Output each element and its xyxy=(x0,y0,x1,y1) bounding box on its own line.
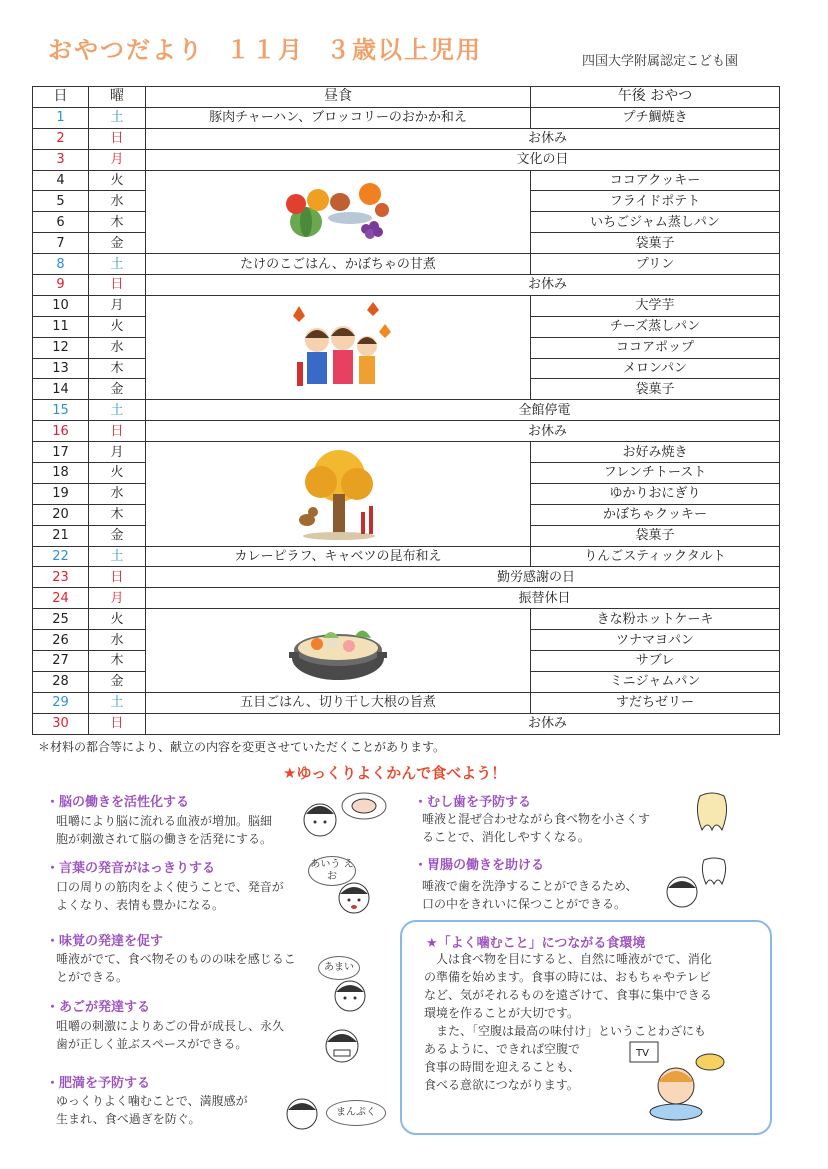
box-line: の準備を始めます。食事の時には、おもちゃやテレビ xyxy=(424,970,711,984)
dow-cell: 金 xyxy=(89,525,146,546)
day-cell: 7 xyxy=(33,233,89,254)
day-cell: 13 xyxy=(33,358,89,379)
table-row xyxy=(33,421,780,442)
jaw-line: 歯が正しく並ぶスペースができる。 xyxy=(56,1037,248,1051)
child-tasting-icon xyxy=(332,978,372,1012)
day-cell: 23 xyxy=(33,567,89,588)
table-row xyxy=(33,295,780,316)
dow-cell: 月 xyxy=(89,588,146,609)
cavity-body xyxy=(422,810,650,846)
snack-cell: チーズ蒸しパン xyxy=(531,316,780,337)
dow-cell: 日 xyxy=(89,275,146,296)
table-row xyxy=(33,254,780,275)
dow-cell: 木 xyxy=(89,358,146,379)
box-line: など、気がそれるものを遠ざけて、食事に集中できる xyxy=(424,988,712,1002)
illustration-cell-hotpot xyxy=(146,609,531,693)
lunch-cell: 五目ごはん、切り干し大根の旨煮 xyxy=(146,692,531,713)
header-snack: 午後 おやつ xyxy=(531,87,780,108)
table-row xyxy=(33,442,780,463)
dow-cell: 水 xyxy=(89,191,146,212)
hotpot-icon xyxy=(283,614,393,688)
day-cell: 15 xyxy=(33,400,89,421)
taste-heading: ・味覚の発達を促す xyxy=(46,934,164,949)
aiueo-bubble: あいう えお xyxy=(308,856,356,886)
snack-cell: フライドポテト xyxy=(531,191,780,212)
dow-cell: 木 xyxy=(89,651,146,672)
taste-body xyxy=(56,950,296,986)
snack-cell: フレンチトースト xyxy=(531,463,780,484)
day-cell: 30 xyxy=(33,713,89,734)
table-row xyxy=(33,128,780,149)
day-cell: 4 xyxy=(33,170,89,191)
jaw-line: 咀嚼の刺激によりあごの骨が成長し、永久 xyxy=(56,1019,285,1033)
title-month: １１月 xyxy=(226,36,304,64)
dow-cell: 日 xyxy=(89,567,146,588)
dow-cell: 日 xyxy=(89,713,146,734)
full-cell: 勤労感謝の日 xyxy=(146,567,780,588)
table-row xyxy=(33,713,780,734)
dow-cell: 月 xyxy=(89,149,146,170)
box-heading: ★「よく噛むこと」につながる食環境 xyxy=(426,936,646,951)
day-cell: 2 xyxy=(33,128,89,149)
child-speaking-icon xyxy=(336,880,372,914)
table-row xyxy=(33,692,780,713)
stomach-line: 口の中をきれいに保つことができる。 xyxy=(422,897,627,911)
brain-heading: ・脳の働きを活性化する xyxy=(46,795,190,810)
box-line: あるように、できれば空腹で xyxy=(424,1042,581,1056)
obesity-line: 生まれ、食べ過ぎを防ぐ。 xyxy=(56,1112,201,1126)
day-cell: 24 xyxy=(33,588,89,609)
taste-line: 唾液がでて、食べ物そのものの味を感じるこ xyxy=(56,952,296,966)
day-cell: 26 xyxy=(33,630,89,651)
menu-note: ＊材料の都合等により、献立の内容を変更させていただくことがあります。 xyxy=(38,740,446,754)
school-name: 四国大学附属認定こども園 xyxy=(582,54,739,69)
menu-table xyxy=(32,86,780,735)
table-row xyxy=(33,149,780,170)
chew-heading: ★ゆっくりよくかんで食べよう！ xyxy=(283,764,507,782)
snack-cell: きな粉ホットケーキ xyxy=(531,609,780,630)
full-cell: お休み xyxy=(146,421,780,442)
dow-cell: 水 xyxy=(89,337,146,358)
stomach-heading: ・胃腸の働きを助ける xyxy=(414,858,545,873)
lunch-cell: たけのこごはん、かぼちゃの甘煮 xyxy=(146,254,531,275)
brain-line: 胞が刺激されて脳の働きを活発にする。 xyxy=(56,832,273,846)
dow-cell: 水 xyxy=(89,483,146,504)
snack-cell: プリン xyxy=(531,254,780,275)
day-cell: 22 xyxy=(33,546,89,567)
child-brain-icon xyxy=(300,790,390,840)
table-row xyxy=(33,400,780,421)
day-cell: 17 xyxy=(33,442,89,463)
brain-line: 咀嚼により脳に流れる血液が増加。脳細 xyxy=(56,814,273,828)
title-age: ３歳以上児用 xyxy=(326,36,482,64)
speech-body xyxy=(56,878,284,914)
obesity-body xyxy=(56,1092,248,1128)
jaw-heading: ・あごが発達する xyxy=(46,1000,151,1015)
jaw-body xyxy=(56,1017,284,1053)
full-cell: お休み xyxy=(146,275,780,296)
day-cell: 29 xyxy=(33,692,89,713)
box-line: 環境を作ることが大切です。 xyxy=(424,1006,580,1020)
full-cell: 全館停電 xyxy=(146,400,780,421)
snack-cell: すだちゼリー xyxy=(531,692,780,713)
day-cell: 5 xyxy=(33,191,89,212)
dow-cell: 土 xyxy=(89,692,146,713)
dow-cell: 土 xyxy=(89,400,146,421)
children-kimono-icon xyxy=(283,302,393,394)
day-cell: 14 xyxy=(33,379,89,400)
dow-cell: 水 xyxy=(89,630,146,651)
snack-cell: メロンパン xyxy=(531,358,780,379)
speech-line: 口の周りの筋肉をよく使うことで、発音が xyxy=(56,880,284,894)
dow-cell: 金 xyxy=(89,379,146,400)
dow-cell: 木 xyxy=(89,212,146,233)
illustration-cell-autumn-food xyxy=(146,170,531,254)
amai-bubble: あまい xyxy=(318,956,360,980)
snack-cell: ココアポップ xyxy=(531,337,780,358)
table-row xyxy=(33,170,780,191)
box-line: 食事の時間を迎えることも、 xyxy=(424,1060,581,1074)
full-cell: 文化の日 xyxy=(146,149,780,170)
table-row xyxy=(33,107,780,128)
day-cell: 12 xyxy=(33,337,89,358)
day-cell: 16 xyxy=(33,421,89,442)
autumn-food-icon xyxy=(278,174,398,250)
child-full-icon xyxy=(282,1094,322,1130)
brain-body xyxy=(56,812,272,848)
snack-cell: ミニジャムパン xyxy=(531,671,780,692)
day-cell: 9 xyxy=(33,275,89,296)
box-line: また、「空腹は最高の味付け」ということわざにも xyxy=(436,1024,707,1038)
day-cell: 10 xyxy=(33,295,89,316)
speech-line: よくなり、表情も豊かになる。 xyxy=(56,898,225,912)
snack-cell: 袋菓子 xyxy=(531,379,780,400)
snack-cell: 袋菓子 xyxy=(531,233,780,254)
dow-cell: 土 xyxy=(89,546,146,567)
dow-cell: 火 xyxy=(89,170,146,191)
full-cell: 振替休日 xyxy=(146,588,780,609)
day-cell: 6 xyxy=(33,212,89,233)
table-row xyxy=(33,609,780,630)
table-row xyxy=(33,588,780,609)
cavity-heading: ・むし歯を予防する xyxy=(414,795,532,810)
dow-cell: 月 xyxy=(89,295,146,316)
illustration-cell-children xyxy=(146,295,531,399)
box-line: 人は食べ物を目にすると、自然に唾液がでて、消化 xyxy=(436,952,712,966)
dow-cell: 木 xyxy=(89,504,146,525)
day-cell: 20 xyxy=(33,504,89,525)
illustration-cell-tree xyxy=(146,442,531,546)
page-title xyxy=(48,30,504,65)
snack-cell: かぼちゃクッキー xyxy=(531,504,780,525)
header-dow: 曜 xyxy=(89,87,146,108)
dow-cell: 日 xyxy=(89,128,146,149)
dow-cell: 日 xyxy=(89,421,146,442)
dow-cell: 火 xyxy=(89,316,146,337)
manpuku-bubble: まんぷく xyxy=(326,1100,386,1126)
box-line: 食べる意欲につながります。 xyxy=(424,1078,579,1092)
day-cell: 25 xyxy=(33,609,89,630)
dow-cell: 火 xyxy=(89,609,146,630)
snack-cell: プチ鯛焼き xyxy=(531,107,780,128)
day-cell: 21 xyxy=(33,525,89,546)
title-part: おやつだより xyxy=(48,36,204,64)
child-tooth-icon xyxy=(660,856,730,912)
dow-cell: 土 xyxy=(89,254,146,275)
stomach-body xyxy=(422,877,638,913)
dow-cell: 火 xyxy=(89,463,146,484)
snack-cell: サブレ xyxy=(531,651,780,672)
autumn-tree-icon xyxy=(283,446,393,542)
table-row xyxy=(33,567,780,588)
snack-cell: りんごスティックタルト xyxy=(531,546,780,567)
snack-cell: お好み焼き xyxy=(531,442,780,463)
lunch-cell: 豚肉チャーハン、ブロッコリーのおかか和え xyxy=(146,107,531,128)
tooth-icon xyxy=(690,790,734,836)
full-cell: お休み xyxy=(146,713,780,734)
obesity-heading: ・肥満を予防する xyxy=(46,1076,151,1091)
stomach-line: 唾液で歯を洗浄することができるため、 xyxy=(422,879,638,893)
dow-cell: 金 xyxy=(89,233,146,254)
day-cell: 27 xyxy=(33,651,89,672)
header-day: 日 xyxy=(33,87,89,108)
cavity-line: ることで、消化しやすくなる。 xyxy=(422,830,590,844)
cavity-line: 唾液と混ぜ合わせながら食べ物を小さくす xyxy=(422,812,651,826)
obesity-line: ゆっくりよく噛むことで、満腹感が xyxy=(56,1094,248,1108)
day-cell: 18 xyxy=(33,463,89,484)
day-cell: 19 xyxy=(33,483,89,504)
snack-cell: 大学芋 xyxy=(531,295,780,316)
dow-cell: 土 xyxy=(89,107,146,128)
table-header-row xyxy=(33,87,780,108)
day-cell: 1 xyxy=(33,107,89,128)
snack-cell: ゆかりおにぎり xyxy=(531,483,780,504)
full-cell: お休み xyxy=(146,128,780,149)
speech-heading: ・言葉の発音がはっきりする xyxy=(46,861,216,876)
snack-cell: ツナマヨパン xyxy=(531,630,780,651)
dow-cell: 月 xyxy=(89,442,146,463)
header-lunch: 昼食 xyxy=(146,87,531,108)
taste-line: とができる。 xyxy=(56,970,129,984)
lunch-cell: カレーピラフ、キャベツの昆布和え xyxy=(146,546,531,567)
snack-cell: ココアクッキー xyxy=(531,170,780,191)
tv-label: TV xyxy=(636,1048,649,1059)
day-cell: 8 xyxy=(33,254,89,275)
table-row xyxy=(33,546,780,567)
dow-cell: 金 xyxy=(89,671,146,692)
snack-cell: 袋菓子 xyxy=(531,525,780,546)
snack-cell: いちごジャム蒸しパン xyxy=(531,212,780,233)
day-cell: 11 xyxy=(33,316,89,337)
child-chewing-icon xyxy=(322,1026,362,1066)
table-row xyxy=(33,275,780,296)
day-cell: 28 xyxy=(33,671,89,692)
day-cell: 3 xyxy=(33,149,89,170)
